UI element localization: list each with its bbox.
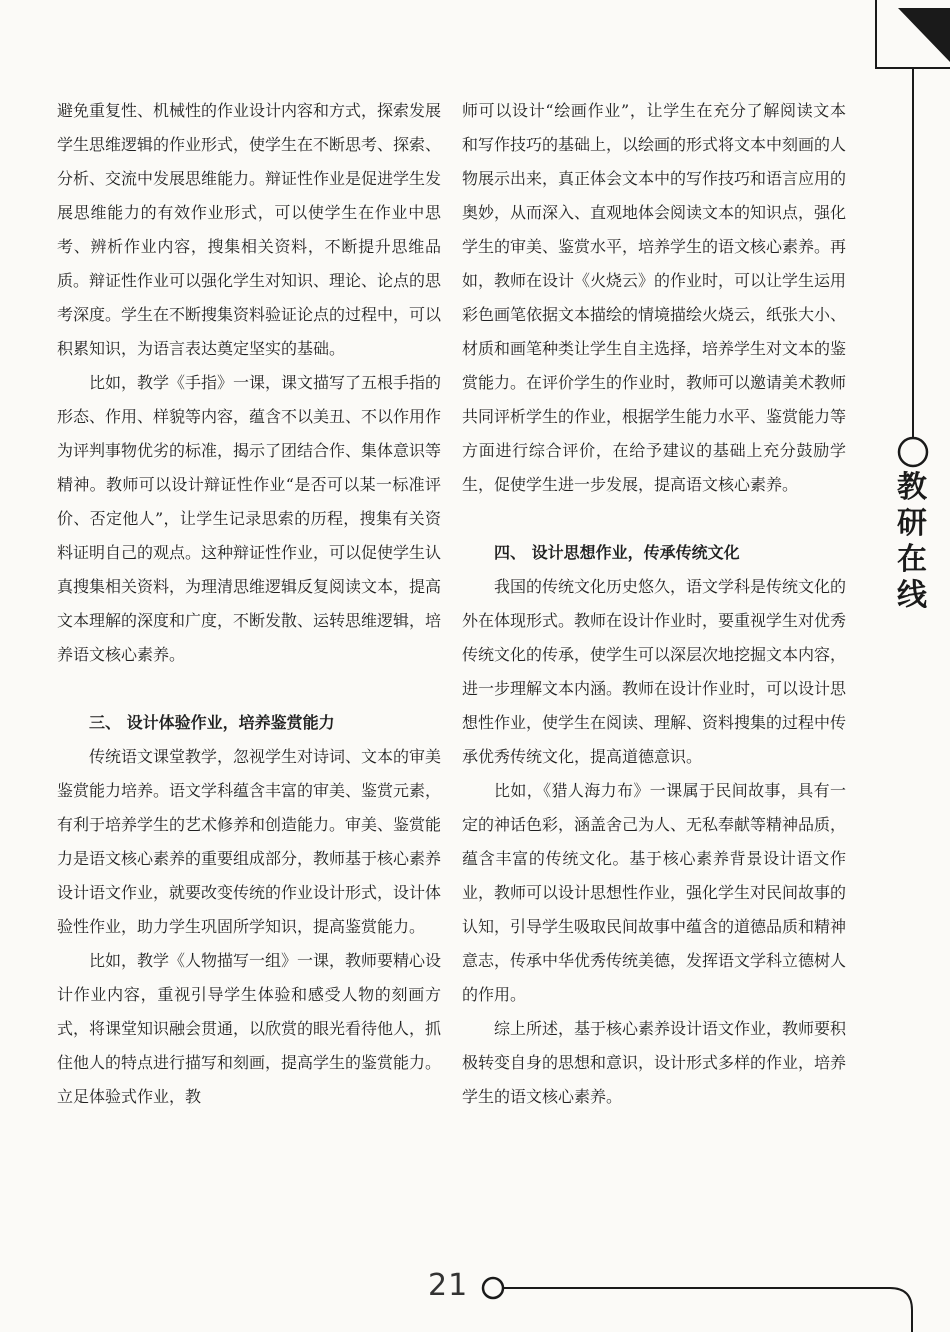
section-heading-4: 四、 设计思想作业，传承传统文化 — [494, 543, 740, 562]
vertical-rule-circle — [899, 438, 927, 466]
corner-triangle — [898, 8, 950, 62]
paragraph: 师可以设计“绘画作业”，让学生在充分了解阅读文本和写作技巧的基础上，以绘画的形式将文本中刻画的人物展示出来，真正体会文本中的写作技巧和语言应用的奥妙，从而深入、直观地体会阅读文本的知识点，强化学生的审美、鉴赏水平，培养学生的语文核心素养。再如，教师在设计《火烧云》的作业时，可以让学生运用彩色画笔依据文本描绘的情境描绘火烧云，纸张大小、材质和画笔种类让学生自主选择，培养学生对文本的鉴赏能力。在评价学生的作业时，教师可以邀请美术教师共同评析学生的作业，根据学生能力水平、鉴赏能力等方面进行综合评价，在给予建议的基础上充分鼓励学生，促使学生进一步发展，提高语文核心素养。 — [462, 101, 847, 494]
paragraph: 避免重复性、机械性的作业设计内容和方式，探索发展学生思维逻辑的作业形式，使学生在不断思考、探索、分析、交流中发展思维能力。辩证性作业是促进学生发展思维能力的有效作业形式，可以使学生在作业中思考、辨析作业内容，搜集相关资料，不断提升思维品质。辩证性作业可以强化学生对知识、理论、论点的思考深度。学生在不断搜集资料验证论点的过程中，可以积累知识，为语言表达奠定坚实的基础。 — [57, 101, 442, 358]
page-number: 21 — [428, 1268, 469, 1303]
paragraph: 比如，《猎人海力布》一课属于民间故事，具有一定的神话色彩，涵盖舍己为人、无私奉献等精神品质，蕴含丰富的传统文化。基于核心素养背景设计语文作业，教师可以设计思想性作业，强化学生对民间故事的认知，引导学生吸取民间故事中蕴含的道德品质和精神意志，传承中华优秀传统美德，发挥语文学科立德树人的作用。 — [462, 781, 847, 1004]
section-label: 教研在线 — [897, 470, 927, 613]
paragraph: 比如，教学《人物描写一组》一课，教师要精心设计作业内容，重视引导学生体验和感受人物的刻画方式，将课堂知识融会贯通，以欣赏的眼光看待他人，抓住他人的特点进行描写和刻画，提高学生的鉴赏能力。立足体验式作业，教 — [57, 951, 442, 1106]
footer-rule — [504, 1288, 912, 1332]
left-column — [57, 94, 441, 1114]
section-heading-3: 三、 设计体验作业，培养鉴赏能力 — [89, 713, 335, 732]
paragraph: 比如，教学《手指》一课，课文描写了五根手指的形态、作用、样貌等内容，蕴含不以美丑、不以作用作为评判事物优劣的标准，揭示了团结合作、集体意识等精神。教师可以设计辩证性作业“是否可以某一标准评价、否定他人”，让学生记录思索的历程，搜集有关资料证明自己的观点。这种辩证性作业，可以促使学生认真搜集相关资料，为理清思维逻辑反复阅读文本，提高文本理解的深度和广度，不断发散、运转思维逻辑，培养语文核心素养。 — [57, 373, 442, 664]
paragraph: 综上所述，基于核心素养设计语文作业，教师要积极转变自身的思想和意识，设计形式多样的作业，培养学生的语文核心素养。 — [462, 1019, 847, 1106]
paragraph: 我国的传统文化历史悠久，语文学科是传统文化的外在体现形式。教师在设计作业时，要重视学生对优秀传统文化的传承，使学生可以深层次地挖掘文本内容，进一步理解文本内涵。教师在设计作业时，可以设计思想性作业，使学生在阅读、理解、资料搜集的过程中传承优秀传统文化，提高道德意识。 — [462, 577, 847, 766]
right-column — [462, 94, 846, 1114]
footer-circle — [483, 1278, 503, 1298]
paragraph: 传统语文课堂教学，忽视学生对诗词、文本的审美鉴赏能力培养。语文学科蕴含丰富的审美、鉴赏元素，有利于培养学生的艺术修养和创造能力。审美、鉴赏能力是语文核心素养的重要组成部分，教师基于核心素养设计语文作业，就要改变传统的作业设计形式，设计体验性作业，助力学生巩固所学知识，提高鉴赏能力。 — [57, 747, 442, 936]
